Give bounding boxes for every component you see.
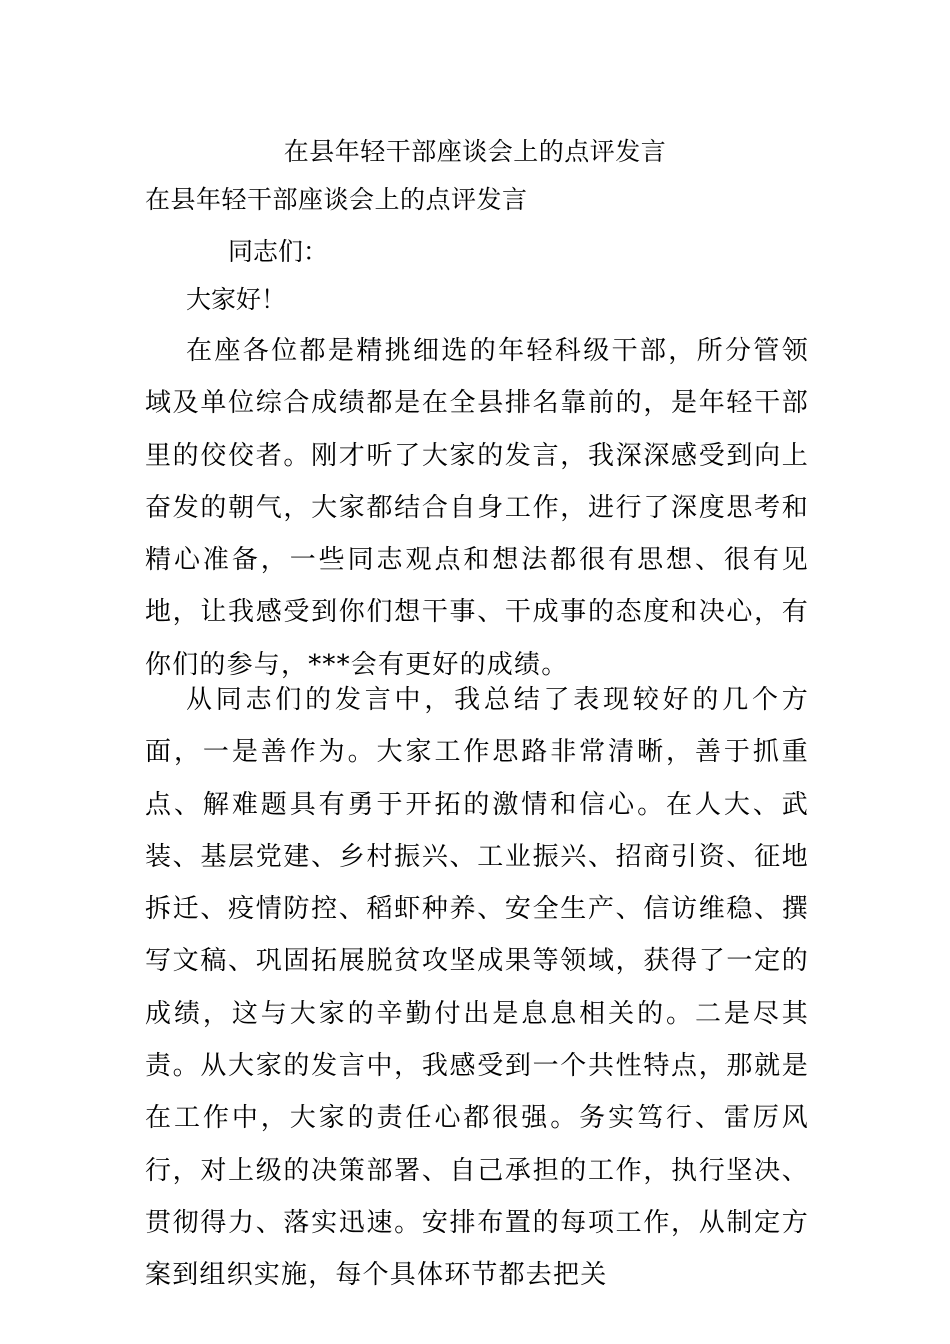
salutation: 同志们：	[228, 237, 329, 266]
document-title: 在县年轻干部座谈会上的点评发言	[283, 137, 667, 166]
document-subtitle: 在县年轻干部座谈会上的点评发言	[145, 185, 528, 214]
greeting: 大家好！	[186, 285, 287, 314]
paragraph-2: 从同志们的发言中，我总结了表现较好的几个方面，一是善作为。大家工作思路非常清晰，善于抓重点、解难题具有勇于开拓的激情和信心。在人大、武装、基层党建、乡村振兴、工业振兴、招商引资、征地拆迁、疫情防控、稻虾种养、安全生产、信访维稳、撰写文稿、巩固拓展脱贫攻坚成果等领域，获得了一定的成绩，这与大家的辛勤付出是息息相关的。二是尽其责。从大家的发言中，我感受到一个共性特点，那就是在工作中，大家的责任心都很强。务实笃行、雷厉风行，对上级的决策部署、自己承担的工作，执行坚决、贯彻得力、落实迅速。安排布置的每项工作，从制定方案到组织实施，每个具体环节都去把关	[145, 685, 809, 1291]
paragraph-1: 在座各位都是精挑细选的年轻科级干部，所分管领域及单位综合成绩都是在全县排名靠前的，是年轻干部里的佼佼者。刚才听了大家的发言，我深深感受到向上奋发的朝气，大家都结合自身工作，进行了深度思考和精心准备，一些同志观点和想法都很有思想、很有见地，让我感受到你们想干事、干成事的态度和决心，有你们的参与，***会有更好的成绩。	[145, 336, 809, 680]
